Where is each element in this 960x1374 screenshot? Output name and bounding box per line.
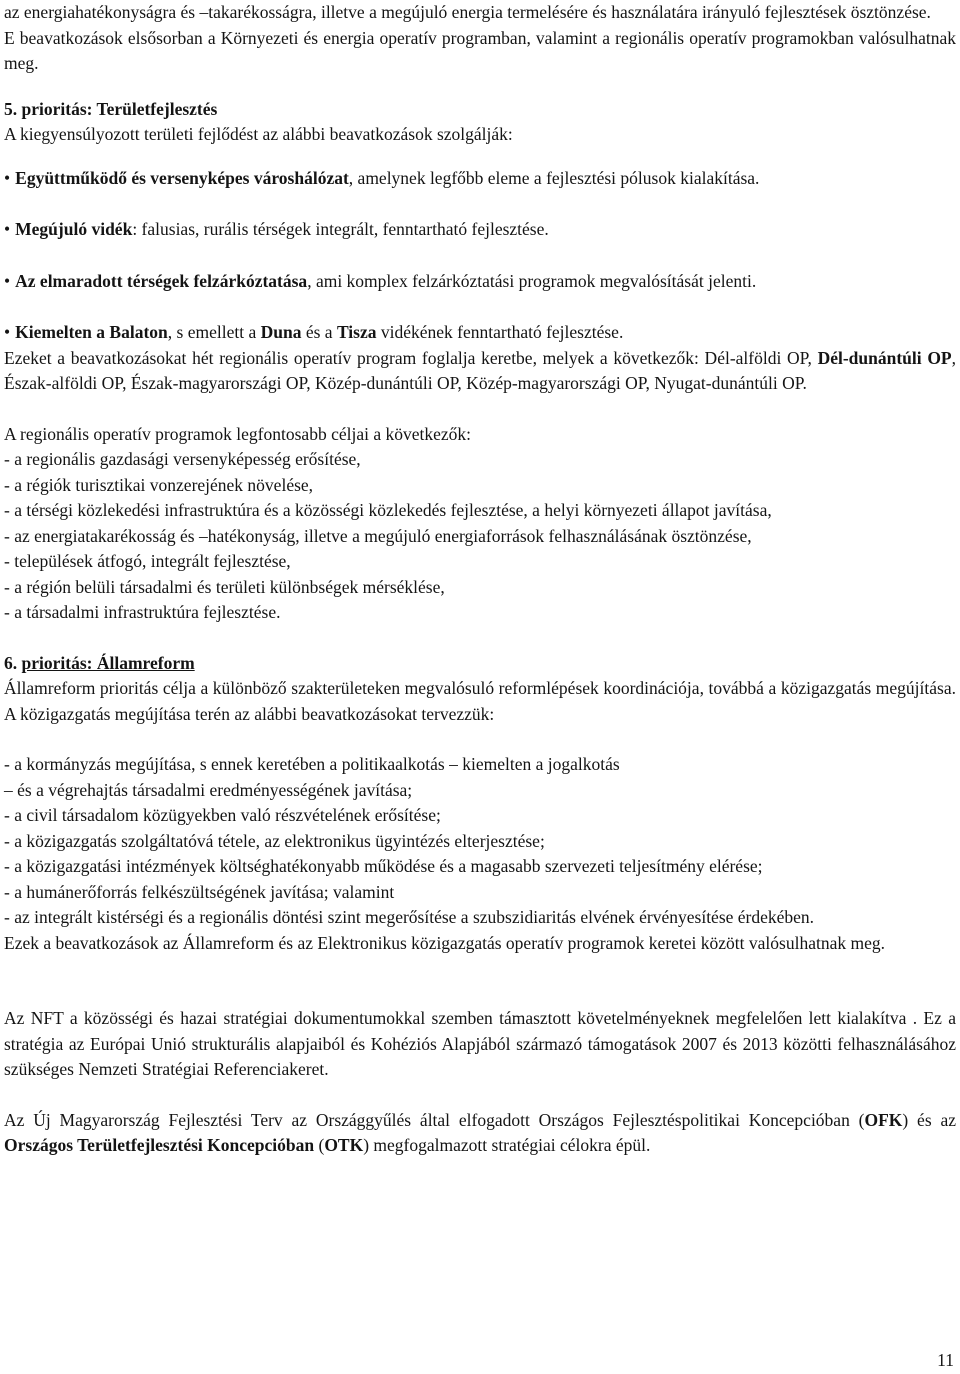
goal-item: - a régiók turisztikai vonzerejének növelése,: [4, 474, 314, 495]
reform-item: - a civil társadalom közügyekben való részvételének erősítése;: [4, 805, 441, 825]
regional-programs-paragraph: Ezeket a beavatkozásokat hét regionális operatív program foglalja keretbe, melyek a következők: Dél-alföldi OP, Dél-dunántúli OP, Észak-alföldi OP, Észak-magyarországi OP, Közép-dunántúli OP, Közép-magyarországi OP, Nyugat-dunántúli OP.: [4, 347, 957, 393]
priority-6-intro: Államreform prioritás célja a különböző szakterületeken megvalósuló reformlépések koordinációja, továbbá a közigazgatás megújítása. A közigazgatás megújítása terén az alábbi beavatkozásokat tervezzük:: [4, 678, 956, 724]
priority-6-outro: Ezek a beavatkozások az Államreform és az Elektronikus közigazgatás operatív programok keretei között valósulhatnak meg.: [4, 932, 885, 953]
reform-item: - a közigazgatás szolgáltatóvá tétele, az elektronikus ügyintézés elterjesztése;: [4, 830, 545, 851]
goal-item: - a régión belüli társadalmi és területi különbségek mérséklése,: [4, 576, 445, 597]
page-number: 11: [937, 1350, 954, 1370]
goal-item: - a társadalmi infrastruktúra fejlesztése.: [4, 602, 281, 622]
goal-item: - a térségi közlekedési infrastruktúra és a közösségi közlekedés fejlesztése, a helyi környezeti állapot javítása,: [4, 500, 772, 520]
goals-intro: A regionális operatív programok legfontosabb céljai a következők:: [4, 423, 472, 444]
intro-paragraph-2: E beavatkozások elsősorban a Környezeti és energia operatív programban, valamint a regionális operatív programokban valósulhatnak meg.: [4, 27, 956, 73]
goal-item: - a regionális gazdasági versenyképesség erősítése,: [4, 449, 361, 469]
section-heading-priority-5: 5. prioritás: Területfejlesztés: [4, 98, 218, 119]
bullet-item: • Kiemelten a Balaton, s emellett a Duna és a Tisza vidékének fenntartható fejlesztése.: [4, 320, 956, 346]
reform-item: – és a végrehajtás társadalmi eredményességének javítása;: [4, 779, 413, 800]
bullet-item: • Együttműködő és versenyképes városhálózat, amelynek legfőbb eleme a fejlesztési pólusok kialakítása.: [4, 166, 956, 192]
document-page: [4, 0, 956, 1159]
bullet-item: • Az elmaradott térségek felzárkóztatása, ami komplex felzárkóztatási programok megvalósítását jelenti.: [4, 269, 956, 295]
reform-item: - a kormányzás megújítása, s ennek keretében a politikaalkotás – kiemelten a jogalkotás: [4, 754, 620, 774]
goal-item: - települések átfogó, integrált fejlesztése,: [4, 551, 291, 571]
goal-item: - az energiatakarékosság és –hatékonyság, illetve a megújuló energiaforrások felhasználásának ösztönzése,: [4, 525, 752, 546]
priority-5-intro: A kiegyensúlyozott területi fejlődést az alábbi beavatkozások szolgálják:: [4, 124, 513, 144]
bullet-item: • Megújuló vidék: falusias, rurális térségek integrált, fenntartható fejlesztése.: [4, 217, 956, 243]
section-heading-priority-6: 6. prioritás: Államreform: [4, 652, 195, 673]
intro-paragraph-1: az energiahatékonyságra és –takarékosságra, illetve a megújuló energia termelésére és használatára irányuló fejlesztések ösztönzése.: [4, 2, 931, 22]
reform-item: - a humánerőforrás felkészültségének javítása; valamint: [4, 881, 395, 902]
reform-item: - a közigazgatási intézmények költséghatékonyabb működése és a magasabb szervezeti teljesítmény elérése;: [4, 856, 763, 876]
reform-item: - az integrált kistérségi és a regionális döntési szint megerősítése a szubszidiaritás elvének érvényesítése érdekében.: [4, 907, 815, 927]
umft-paragraph: Az Új Magyarország Fejlesztési Terv az Országgyűlés által elfogadott Országos Fejlesztéspolitikai Koncepcióban (OFK) és az Országos Területfejlesztési Koncepcióban (OTK) megfogalmazott stratégiai célokra épül.: [4, 1109, 956, 1155]
nft-paragraph: Az NFT a közösségi és hazai stratégiai dokumentumokkal szemben támasztott követelményeknek megfelelően lett kialakítva . Ez a stratégia az Európai Unió strukturális alapjaiból és Kohéziós Alapjából származó támogatások 2007 és 2013 közötti felhasználásához szükséges Nemzeti Stratégiai Referenciakeret.: [4, 1008, 956, 1079]
